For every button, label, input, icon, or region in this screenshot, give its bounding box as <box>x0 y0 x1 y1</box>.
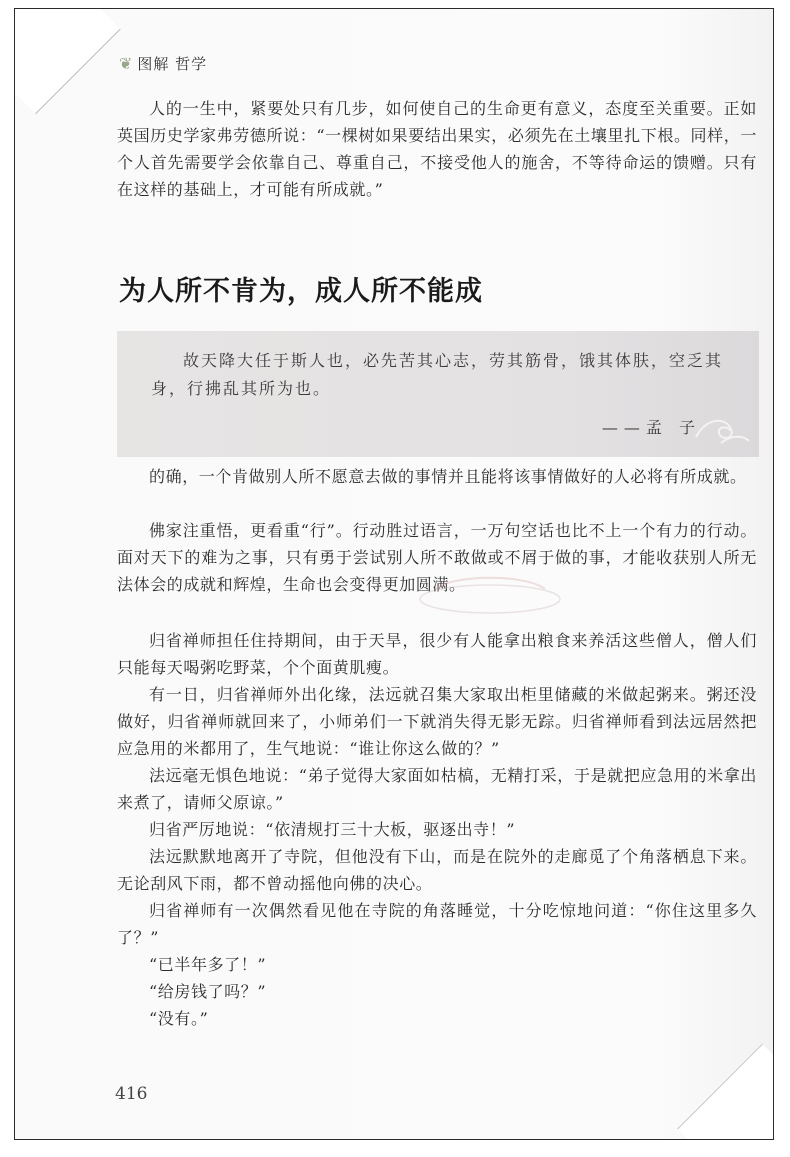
book-page <box>15 9 773 1139</box>
swirl-ornament-icon <box>691 407 751 447</box>
epigraph-box <box>117 331 759 457</box>
intro-paragraph: 人的一生中，紧要处只有几步，如何使自己的生命更有意义，态度至关重要。正如英国历史学家弗劳德所说：“一棵树如果要结出果实，必须先在土壤里扎下根。同样，一个人首先需要学会依靠自己、尊重自己，不接受他人的施舍，不等待命运的馈赠。只有在这样的基础上，才可能有所成就。” <box>117 99 757 199</box>
epigraph-source: ——孟 子 <box>601 418 701 437</box>
page-number: 416 <box>115 1084 148 1104</box>
running-header <box>119 53 207 74</box>
story-paragraph: 归省禅师有一次偶然看见他在寺院的角落睡觉，十分吃惊地问道：“你住这里多久了？” <box>117 901 757 947</box>
dialogue-line: “已半年多了！” <box>149 955 267 974</box>
story-paragraph: 归省严厉地说：“依清规打三十大板，驱逐出寺！” <box>149 820 516 839</box>
dialogue-line: “没有。” <box>149 1009 209 1028</box>
story-paragraph: 法远毫无惧色地说：“弟子觉得大家面如枯槁，无精打采，于是就把应急用的米拿出来煮了，请师父原谅。” <box>117 766 757 812</box>
header-title: 图解 哲学 <box>137 55 208 73</box>
corner-fold-bottom-right <box>677 1044 774 1140</box>
body-paragraph: 的确，一个肯做别人所不愿意去做的事情并且能将该事情做好的人必将有所成就。 <box>149 467 747 486</box>
story-paragraph: 有一日，归省禅师外出化缘，法远就召集大家取出柜里储藏的米做起粥来。粥还没做好，归省禅师就回来了，小师弟们一下就消失得无影无踪。归省禅师看到法远居然把应急用的米都用了，生气地说：“谁让你这么做的？” <box>117 685 757 758</box>
corner-fold-top-left <box>14 8 121 114</box>
epigraph-text: 故天降大任于斯人也，必先苦其心志，劳其筋骨，饿其体肤，空乏其身，行拂乱其所为也。 <box>151 351 724 398</box>
body-paragraph: 佛家注重悟，更看重“行”。行动胜过语言，一万句空话也比不上一个有力的行动。面对天下的难为之事，只有勇于尝试别人所不敢做或不屑于做的事，才能收获别人所无法体会的成就和辉煌，生命也会变得更加圆满。 <box>117 521 757 594</box>
story-paragraph: 归省禅师担任住持期间，由于天旱，很少有人能拿出粮食来养活这些僧人，僧人们只能每天喝粥吃野菜，个个面黄肌瘦。 <box>117 631 757 677</box>
story-paragraph: 法远默默地离开了寺院，但他没有下山，而是在院外的走廊觅了个角落栖息下来。无论刮风下雨，都不曾动摇他向佛的决心。 <box>117 847 757 893</box>
page-frame <box>14 8 774 1140</box>
leaf-icon: ❦ <box>119 54 134 73</box>
dialogue-line: “给房钱了吗？” <box>149 982 267 1001</box>
section-heading: 为人所不肯为，成人所不能成 <box>119 276 483 307</box>
watermark-logo <box>415 569 565 619</box>
